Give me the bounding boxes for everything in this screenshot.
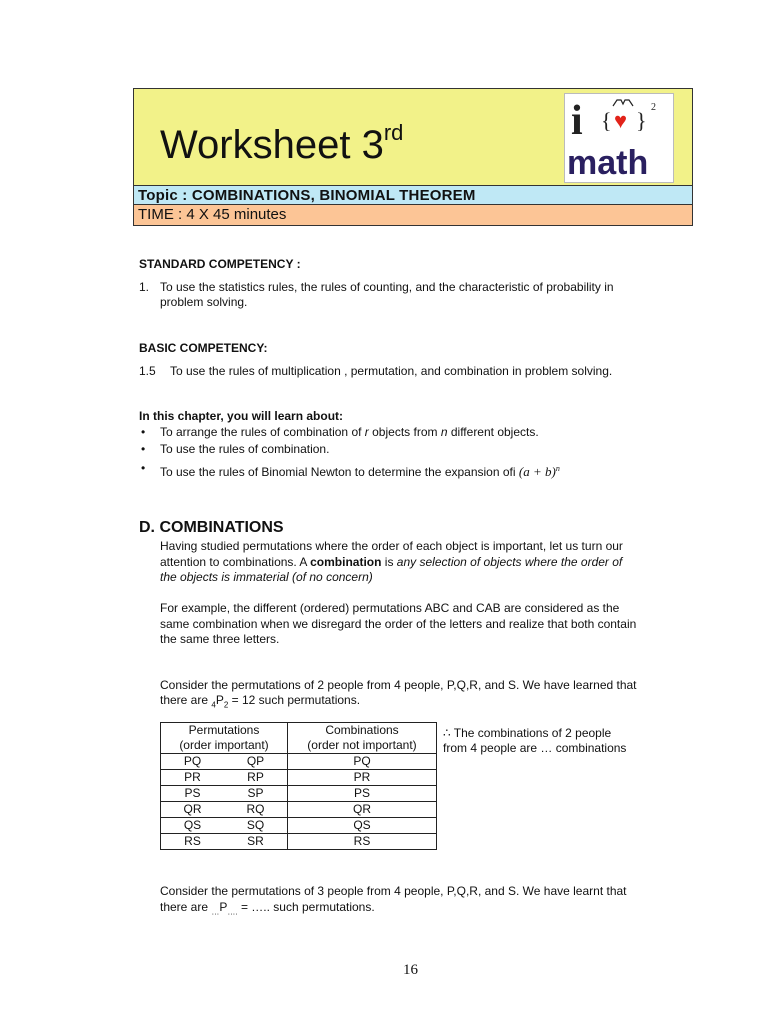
table-row	[161, 770, 437, 786]
paragraph-3-line1: Consider the permutations of 2 people from 4 people, P,Q,R, and S. We have learned that	[160, 678, 637, 692]
table-row	[161, 802, 437, 818]
learn-heading: In this chapter, you will learn about:	[139, 409, 344, 423]
combination-cell: RS	[288, 834, 437, 850]
learn-bullet-3: To use the rules of Binomial Newton to determine the expansion ofi $(a + b)^n$	[160, 464, 560, 479]
learn-bullet-2: To use the rules of combination.	[160, 442, 330, 456]
topic-text: Topic : COMBINATIONS, BINOMIAL THEOREM	[138, 187, 476, 204]
page-number: 16	[403, 962, 418, 978]
header-permutations: Permutations (order important)	[161, 723, 288, 754]
bullet-icon: •	[141, 461, 146, 475]
table-row	[161, 754, 437, 770]
paragraph-4-line2: there are $_\dots P_{\dots.}$ = ….. such permutations.	[160, 900, 375, 917]
permutation-value: SQ	[246, 818, 265, 832]
paragraph-2-line2: same combination when we disregard the order of the letters and realize that both contain	[160, 617, 637, 631]
binomial-expression: (a + b)	[518, 464, 556, 479]
table-row	[161, 818, 437, 834]
svg-text:}: }	[636, 108, 647, 133]
combination-cell: PR	[288, 770, 437, 786]
standard-competency-line2: problem solving.	[160, 295, 248, 309]
permutation-value: SP	[247, 786, 264, 800]
paragraph-2-line3: the same three letters.	[160, 632, 280, 646]
combination-cell: QS	[288, 818, 437, 834]
paragraph-3-line2: there are $_4P_2 = 12$ such permutations.	[160, 693, 361, 710]
permutation-pair-cell	[161, 802, 288, 818]
title-band	[134, 89, 692, 185]
worksheet-title: Worksheet 3rd	[160, 119, 404, 167]
permutation-pair-cell	[161, 786, 288, 802]
permutation-value: QS	[183, 818, 202, 832]
standard-competency-number: 1.	[139, 280, 150, 294]
permutation-value: RP	[247, 770, 264, 784]
permutation-value: PQ	[183, 754, 202, 768]
permutation-value: RQ	[246, 802, 265, 816]
basic-competency-number: 1.5	[139, 364, 156, 378]
combination-cell: PQ	[288, 754, 437, 770]
heart-icon: ♥	[614, 108, 628, 133]
table-header-row	[161, 723, 437, 754]
combination-cell: PS	[288, 786, 437, 802]
permutation-value: RS	[184, 834, 201, 848]
paragraph-1-line1: Having studied permutations where the order of each object is important, let us turn our	[160, 539, 623, 553]
table-row	[161, 834, 437, 850]
paragraph-4-line1: Consider the permutations of 3 people from 4 people, P,Q,R, and S. We have learnt that	[160, 884, 627, 898]
basic-competency-heading: BASIC COMPETENCY:	[139, 341, 268, 355]
paragraph-1-line3: the objects is immaterial (of no concern)	[160, 570, 373, 584]
paragraph-1-line2: attention to combinations. A combination is any selection of objects where the order of	[160, 555, 623, 569]
section-heading: D. COMBINATIONS	[139, 519, 284, 536]
standard-competency-line1: To use the statistics rules, the rules of counting, and the characteristic of probability in	[160, 280, 614, 294]
permutation-pair-cell	[161, 834, 288, 850]
worksheet-header	[133, 88, 693, 226]
permutation-value: PR	[184, 770, 201, 784]
logo-word-math: math	[567, 144, 649, 182]
logo-letter-i: i	[571, 98, 583, 144]
logo-exponent: 2	[651, 102, 656, 113]
combination-cell: QR	[288, 802, 437, 818]
topic-band	[134, 185, 692, 205]
logo-graphic	[565, 94, 673, 182]
side-note-line1: ∴ The combinations of 2 people	[443, 726, 612, 740]
bullet-icon: •	[141, 425, 146, 439]
basic-competency-text: To use the rules of multiplication , permutation, and combination in problem solving.	[170, 364, 613, 378]
standard-competency-heading: STANDARD COMPETENCY :	[139, 257, 301, 271]
binomial-exponent: n	[555, 464, 560, 473]
permutation-pair-cell	[161, 754, 288, 770]
side-note-line2: from 4 people are … combinations	[443, 741, 627, 755]
permutation-value: QR	[183, 802, 202, 816]
bullet-icon: •	[141, 442, 146, 456]
time-band	[134, 205, 692, 225]
permutation-value: QP	[246, 754, 265, 768]
permutation-pair-cell	[161, 818, 288, 834]
time-text: TIME : 4 X 45 minutes	[138, 206, 287, 223]
learn-bullet-1: To arrange the rules of combination of r objects from n different objects.	[160, 425, 539, 439]
permutation-value: PS	[184, 786, 201, 800]
paragraph-2-line1: For example, the different (ordered) permutations ABC and CAB are considered as the	[160, 601, 620, 615]
svg-text:{: {	[601, 108, 612, 133]
header-combinations: Combinations (order not important)	[288, 723, 437, 754]
permutations-combinations-table	[160, 722, 437, 850]
i-love-math-logo	[564, 93, 674, 183]
table-row	[161, 786, 437, 802]
permutation-pair-cell	[161, 770, 288, 786]
permutation-value: SR	[247, 834, 264, 848]
title-superscript: rd	[383, 119, 404, 145]
